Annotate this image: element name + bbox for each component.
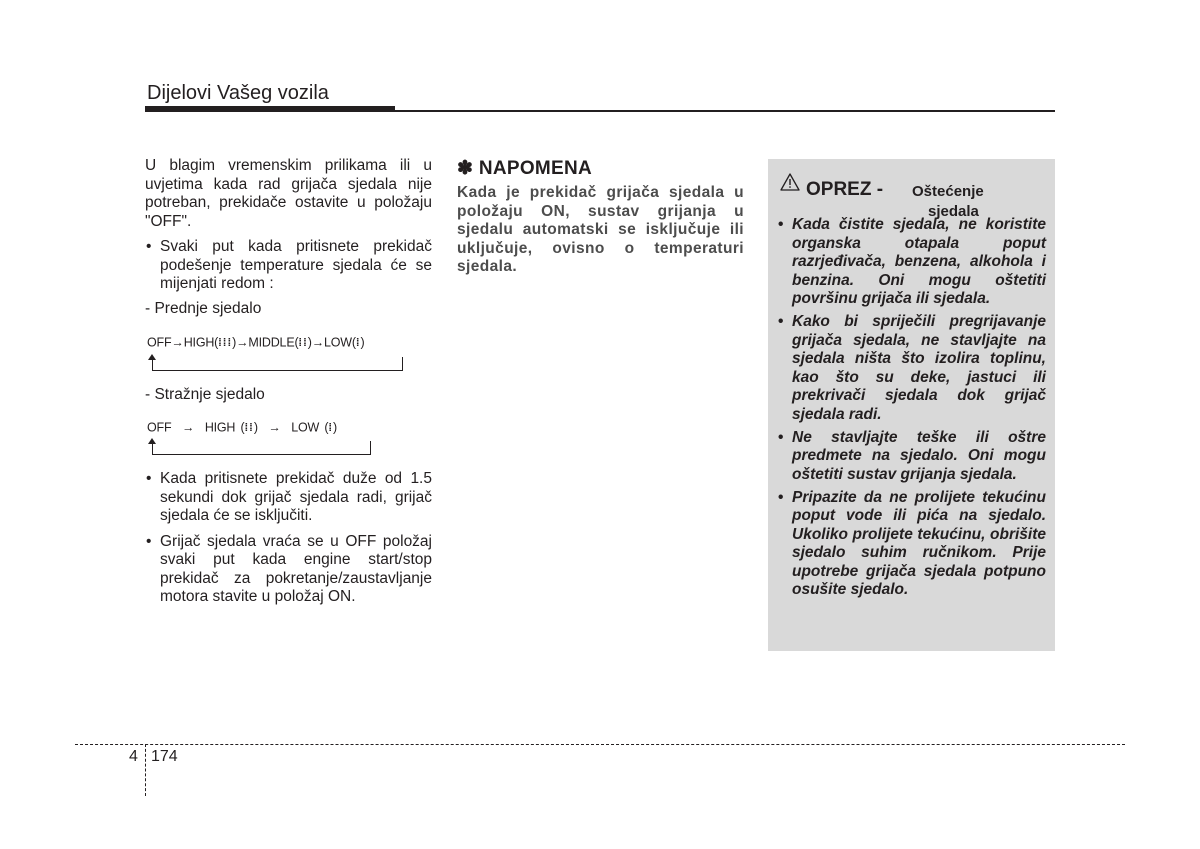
seq-close: ) — [253, 420, 258, 435]
rear-seat-label: - Stražnje sjedalo — [145, 386, 265, 403]
caution-item-text: Ne stavljajte teške ili oštre predmete na sjedalo. Oni mogu oštetiti sustav grijanja sjedala. — [792, 428, 1046, 483]
seq-high: HIGH( — [183, 335, 219, 350]
seat-heat-icon-high: ⁞⁞ — [244, 421, 254, 434]
note-title — [457, 157, 744, 180]
caution-item-text: Pripazite da ne prolijete tekućinu poput vode ili pića na sjedalo. Ukoliko prolijete tekućinu, obrišite sjedalo suhim ručnikom. Prije upotrebe grijača sjedala potpuno osušite sjedalo. — [792, 488, 1046, 598]
note-title-text: NAPOMENA — [478, 158, 593, 179]
note-body: Kada je prekidač grijača sjedala u položaju ON, sustav grijanja u sjedalu automatski se isključuje ili uključuje, ovisno o temperaturi sjedala. — [457, 184, 744, 275]
bullet-text: Svaki put kada pritisnete prekidač podešenje temperature sjedala će se mijenjati redom : — [160, 238, 432, 292]
bullet-text: Grijač sjedala vraća se u OFF položaj svaki put kada engine start/stop prekidač za pokretanje/zaustavljanje motora stavite u položaj ON. — [160, 532, 432, 605]
left-column-rear — [145, 386, 432, 405]
page-number: 174 — [151, 748, 178, 765]
rear-return-arrowhead — [148, 438, 156, 444]
bullet-item — [145, 533, 432, 607]
caution-item-text: Kada čistite sjedala, ne koristite organska otapala poput razrjeđivača, benzena, alkohola i benzina. Oni mogu oštetiti površinu grijača ili sjedala. — [792, 216, 1046, 307]
bullet-item — [145, 470, 432, 526]
caution-item — [778, 489, 1046, 600]
caution-list — [778, 216, 1046, 604]
seq-off: OFF — [147, 335, 172, 350]
note-symbol-icon: ✽ — [457, 158, 474, 179]
bullet-dot: • — [778, 428, 784, 446]
bullet-dot: • — [146, 532, 152, 550]
warning-triangle-icon — [780, 173, 800, 191]
footer-rule — [75, 744, 1125, 745]
caution-item — [778, 313, 1046, 424]
seq-arrow: → — [171, 335, 184, 350]
bullet-dot: • — [146, 470, 152, 487]
bullet-item — [145, 238, 432, 294]
bullet-text: Kada pritisnete prekidač duže od 1.5 sekundi dok grijač sjedala radi, grijač sjedala će se isključiti. — [160, 470, 432, 524]
seq-arrow: → — [311, 335, 325, 350]
footer-divider — [145, 744, 146, 796]
rear-return-line — [152, 441, 371, 455]
seq-high: HIGH ( — [204, 420, 245, 435]
front-seat-sequence — [147, 335, 365, 350]
caution-item — [778, 216, 1046, 309]
seq-close: ) — [307, 335, 312, 350]
seq-close: ) — [332, 420, 337, 435]
seq-arrow: → — [181, 420, 195, 435]
seq-close: ) — [360, 335, 365, 350]
seq-low: LOW( — [324, 335, 356, 350]
seat-heat-icon-middle: ⁞⁞ — [298, 336, 308, 349]
seq-middle: MIDDLE( — [248, 335, 299, 350]
caution-box — [768, 159, 1055, 651]
caution-item — [778, 429, 1046, 485]
front-return-arrowhead — [148, 354, 156, 360]
page-header-title: Dijelovi Vašeg vozila — [147, 82, 329, 104]
seat-heat-icon-high: ⁞⁞⁞ — [218, 336, 233, 349]
seq-off: OFF — [147, 420, 172, 435]
bullet-dot: • — [146, 238, 152, 255]
note-section — [457, 157, 744, 277]
caution-title: OPREZ - — [806, 179, 884, 200]
bullet-dot: • — [778, 488, 784, 506]
caution-subtitle: sjedala — [928, 203, 979, 220]
header-rule — [145, 110, 1055, 112]
caution-item-text: Kako bi spriječili pregrijavanje grijača sjedala, ne stavljajte na sjedala ništa što izolira toplinu, kao što su deke, jastuci ili prekrivači sjedala dok grijač sjedala radi. — [792, 313, 1046, 423]
intro-paragraph: U blagim vremenskim prilikama ili u uvjetima kada rad grijača sjedala nije potreban, prekidače ostavite u položaju "OFF". — [145, 157, 432, 230]
left-column-bottom — [145, 470, 432, 607]
chapter-number: 4 — [129, 748, 138, 765]
caution-subtitle: Oštećenje — [912, 183, 984, 200]
bullet-dot: • — [778, 216, 784, 233]
bullet-dot: • — [778, 313, 784, 330]
left-column — [145, 157, 432, 318]
seat-heat-icon-low: ⁞ — [328, 421, 333, 434]
seq-low: LOW ( — [291, 420, 329, 435]
front-seat-label: - Prednje sjedalo — [145, 299, 262, 317]
front-return-line — [152, 357, 403, 371]
rear-seat-sequence — [147, 420, 337, 435]
seq-arrow: → — [268, 420, 281, 435]
seq-close: ) — [232, 335, 237, 350]
seat-heat-icon-low: ⁞ — [355, 336, 361, 349]
seq-arrow: → — [236, 335, 249, 350]
